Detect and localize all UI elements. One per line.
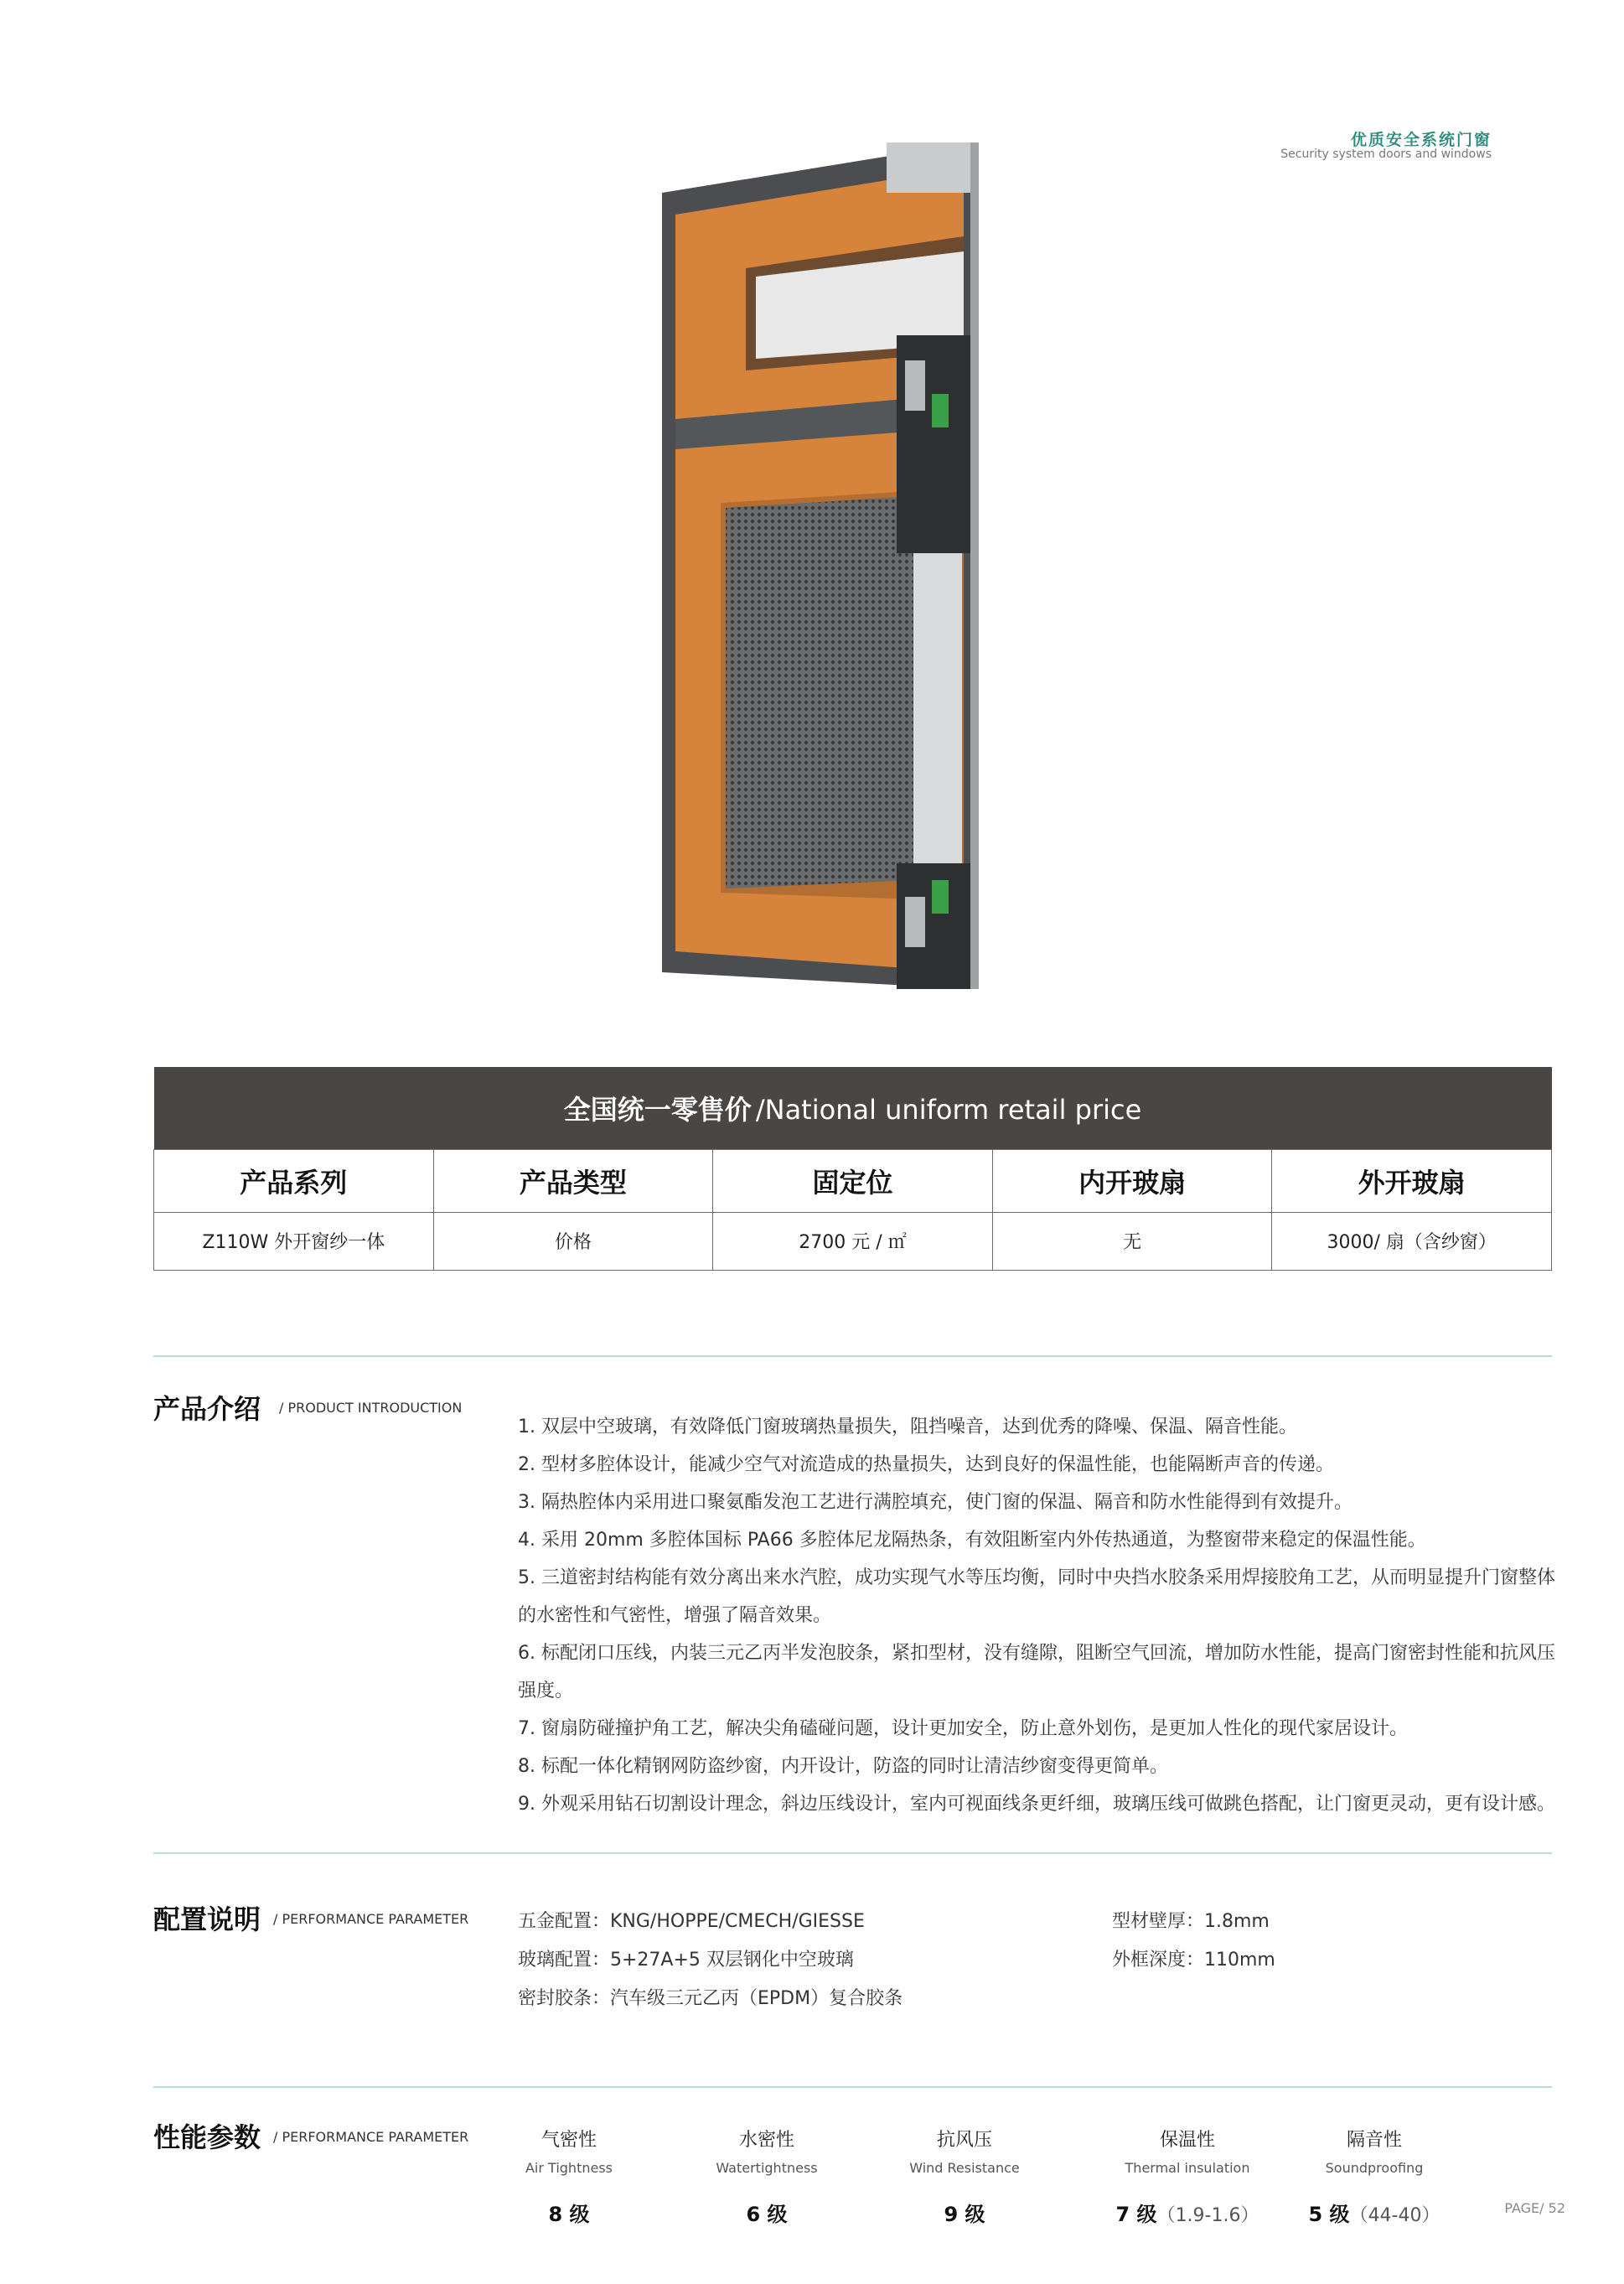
list-item: 5. 三道密封结构能有效分离出来水汽腔，成功实现气水等压均衡，同时中央挡水胶条采用焊接胶角工艺，从而明显提升门窗整体的水密性和气密性，增强了隔音效果。 bbox=[518, 1567, 1555, 1626]
perf-label-en: Wind Resistance bbox=[909, 2160, 1020, 2176]
list-item: 4. 采用 20mm 多腔体国标 PA66 多腔体尼龙隔热条，有效阻断室内外传热通道，为整窗带来稳定的保温性能。 bbox=[518, 1530, 1426, 1551]
brand-name-cn: 优质安全系统门窗 bbox=[1350, 131, 1492, 149]
config-item: 外框深度：110mm bbox=[1112, 1950, 1275, 1971]
list-item: 3. 隔热腔体内采用进口聚氨酯发泡工艺进行满腔填充，使门窗的保温、隔音和防水性能得到有效提升。 bbox=[518, 1492, 1352, 1513]
perf-value-note: （44-40） bbox=[1349, 2205, 1440, 2226]
section-divider bbox=[153, 1852, 1552, 1854]
performance-item bbox=[872, 2126, 1057, 2227]
list-item: 8. 标配一体化精钢网防盗纱窗，内开设计，防盗的同时让清洁纱窗变得更简单。 bbox=[518, 1756, 1168, 1777]
perf-value: 6 级 bbox=[746, 2203, 788, 2226]
table-header-cell: 内开玻扇 bbox=[992, 1149, 1272, 1212]
perf-value-note: （1.9-1.6） bbox=[1156, 2205, 1259, 2226]
section-divider bbox=[153, 2086, 1552, 2088]
page-number: PAGE/ 52 bbox=[1504, 2200, 1565, 2216]
table-cell: 无 bbox=[992, 1212, 1272, 1270]
perf-value-wrap bbox=[1087, 2198, 1288, 2227]
config-item: 密封胶条：汽车级三元乙丙（EPDM）复合胶条 bbox=[518, 1988, 903, 2009]
list-item: 1. 双层中空玻璃，有效降低门窗玻璃热量损失，阻挡噪音，达到优秀的降噪、保温、隔音性能。 bbox=[518, 1416, 1297, 1437]
config-item: 型材壁厚：1.8mm bbox=[1112, 1911, 1270, 1932]
config-subtitle: / PERFORMANCE PARAMETER bbox=[273, 1911, 469, 1927]
performance-item bbox=[1087, 2126, 1288, 2227]
perf-label-en: Watertightness bbox=[716, 2160, 818, 2176]
intro-title: 产品介绍 bbox=[153, 1393, 261, 1425]
window-profile-illustration bbox=[662, 142, 1031, 989]
perf-label-en: Air Tightness bbox=[525, 2160, 613, 2176]
list-item: 9. 外观采用钻石切割设计理念，斜边压线设计，室内可视面线条更纤细，玻璃压线可做跳色搭配，让门窗更灵动，更有设计感。 bbox=[518, 1794, 1555, 1815]
price-title-cn: 全国统一零售价 bbox=[563, 1093, 752, 1126]
table-header-cell: 产品类型 bbox=[433, 1149, 713, 1212]
performance-item bbox=[1282, 2126, 1466, 2227]
brand-name-en: Security system doors and windows bbox=[1280, 148, 1492, 161]
perf-label-cn: 气密性 bbox=[540, 2130, 597, 2151]
table-header-cell: 固定位 bbox=[713, 1149, 993, 1212]
performance-title: 性能参数 bbox=[153, 2121, 261, 2153]
section-divider bbox=[153, 1355, 1552, 1357]
perf-value-wrap bbox=[1282, 2198, 1466, 2227]
list-item: 6. 标配闭口压线，内装三元乙丙半发泡胶条，紧扣型材，没有缝隙，阻断空气回流，增加防水性能，提高门窗密封性能和抗风压强度。 bbox=[518, 1643, 1555, 1701]
list-item: 7. 窗扇防碰撞护角工艺，解决尖角磕碰问题，设计更加安全，防止意外划伤，是更加人性化的现代家居设计。 bbox=[518, 1718, 1408, 1739]
performance-subtitle: / PERFORMANCE PARAMETER bbox=[273, 2129, 469, 2145]
table-cell: 3000/ 扇（含纱窗） bbox=[1272, 1212, 1552, 1270]
config-item: 玻璃配置：5+27A+5 双层钢化中空玻璃 bbox=[518, 1950, 854, 1971]
perf-label-cn: 水密性 bbox=[738, 2130, 794, 2151]
price-title-en: /National uniform retail price bbox=[755, 1093, 1142, 1126]
intro-list bbox=[518, 1408, 1557, 1823]
perf-label-en: Soundproofing bbox=[1325, 2160, 1424, 2176]
perf-value: 5 级 bbox=[1308, 2203, 1350, 2226]
perf-label-en: Thermal insulation bbox=[1125, 2160, 1250, 2176]
performance-item bbox=[675, 2126, 859, 2227]
perf-value: 9 级 bbox=[944, 2203, 985, 2226]
performance-item bbox=[477, 2126, 661, 2227]
table-header-cell: 外开玻扇 bbox=[1272, 1149, 1552, 1212]
config-item: 五金配置：KNG/HOPPE/CMECH/GIESSE bbox=[518, 1911, 865, 1932]
price-table-title bbox=[154, 1067, 1552, 1149]
perf-value: 7 级 bbox=[1115, 2203, 1157, 2226]
table-cell: Z110W 外开窗纱一体 bbox=[154, 1212, 434, 1270]
intro-subtitle: / PRODUCT INTRODUCTION bbox=[279, 1400, 463, 1416]
perf-label-cn: 隔音性 bbox=[1346, 2130, 1402, 2151]
perf-value: 8 级 bbox=[548, 2203, 590, 2226]
config-title: 配置说明 bbox=[153, 1903, 261, 1935]
perf-label-cn: 保温性 bbox=[1159, 2130, 1215, 2151]
price-table bbox=[153, 1067, 1552, 1271]
table-cell: 价格 bbox=[433, 1212, 713, 1270]
list-item: 2. 型材多腔体设计，能减少空气对流造成的热量损失，达到良好的保温性能，也能隔断声音的传递。 bbox=[518, 1454, 1334, 1475]
table-cell: 2700 元 / ㎡ bbox=[713, 1212, 993, 1270]
perf-label-cn: 抗风压 bbox=[936, 2130, 992, 2151]
table-header-cell: 产品系列 bbox=[154, 1149, 434, 1212]
